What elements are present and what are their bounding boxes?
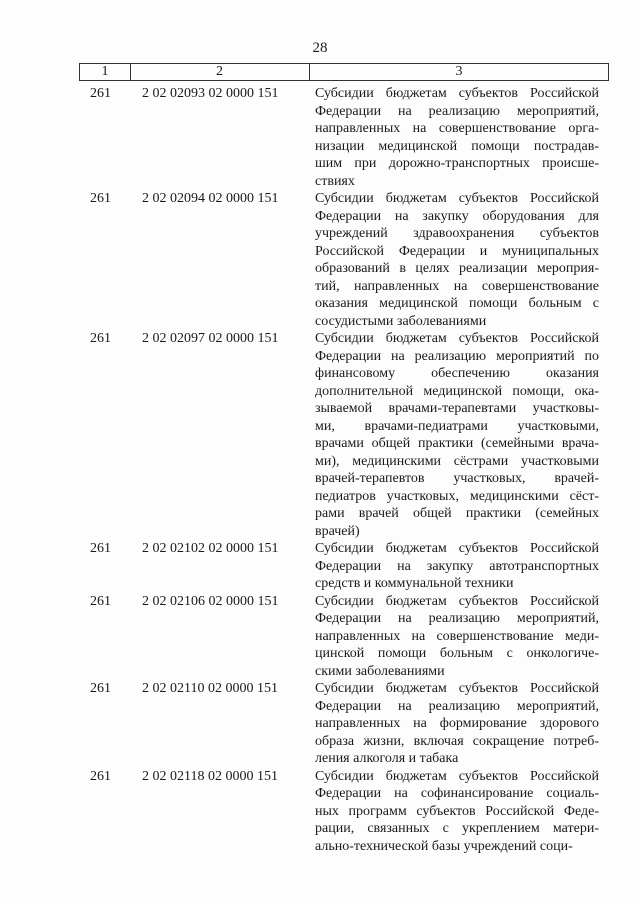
admin-code-cell: 261 (90, 768, 111, 784)
description-line: Субсидии бюджетам субъектов Российской (315, 86, 599, 101)
description-line: Федерации на реализацию мероприятий, (315, 103, 599, 119)
budget-code-cell: 2 02 02093 02 0000 151 (142, 86, 279, 101)
description-line: Субсидии бюджетам субъектов Российской (315, 593, 599, 609)
description-line: образа жизни, включая сокращение потреб- (315, 733, 599, 749)
page-number: 28 (312, 40, 328, 56)
description-line: образований в целях реализации мероприя- (315, 261, 599, 276)
description-line: зываемой врачами-терапевтами участковы- (315, 401, 599, 416)
description-line: ствиях (315, 173, 355, 189)
description-line: учреждений здравоохранения субъектов (315, 226, 599, 241)
description-line: средств и коммунальной техники (315, 576, 514, 591)
table-row (79, 593, 609, 681)
description-line: Федерации на закупку оборудования для (315, 208, 599, 224)
description-line: Федерации на реализацию мероприятий, (315, 611, 599, 626)
description-line: ми), медицинскими сёстрами участковыми (315, 453, 599, 469)
description-line: Субсидии бюджетам субъектов Российской (315, 191, 599, 206)
description-line: ально-технической базы учреждений соци- (315, 838, 573, 854)
description-line: направленных на формирование здорового (315, 716, 599, 731)
description-line: врачей) (315, 523, 360, 539)
budget-code-cell: 2 02 02118 02 0000 151 (142, 768, 278, 784)
description-line: педиатров участковых, медицинскими сёст- (315, 488, 599, 504)
description-line: дополнительной медицинской помощи, ока- (315, 383, 599, 399)
description-line: Субсидии бюджетам субъектов Российской (315, 331, 599, 346)
description-line: оказания медицинской помощи больным с (315, 296, 599, 311)
table-body (79, 85, 609, 855)
admin-code-cell: 261 (90, 593, 111, 609)
description-cell (315, 190, 599, 330)
description-line: рации, связанных с укреплением матери- (315, 821, 599, 836)
description-line: шим при дорожно-транспортных происше- (315, 156, 599, 171)
description-line: Субсидии бюджетам субъектов Российской (315, 681, 599, 696)
description-line: ления алкоголя и табака (315, 751, 459, 766)
description-cell (315, 680, 599, 768)
description-line: ми, врачами-педиатрами участковыми, (315, 418, 599, 434)
description-line: врачей-терапевтов участковых, врачей- (315, 471, 599, 486)
header-col-1: 1 (80, 64, 131, 80)
admin-code-cell: 261 (90, 541, 111, 556)
description-line: рами врачей общей практики (семейных (315, 506, 599, 521)
admin-code-cell: 261 (90, 331, 111, 346)
header-col-3: 3 (455, 64, 463, 79)
description-line: цинской помощи больным с онкологиче- (315, 646, 599, 661)
admin-code-cell: 261 (90, 191, 111, 206)
description-line: направленных на совершенствование меди- (315, 628, 599, 644)
description-line: врачами общей практики (семейными врача- (315, 436, 599, 451)
table-row (79, 330, 609, 540)
admin-code-cell: 261 (90, 86, 111, 101)
description-line: Федерации на реализацию мероприятий, (315, 698, 599, 714)
description-line: Российской Федерации и муниципальных (315, 243, 599, 259)
budget-code-cell: 2 02 02106 02 0000 151 (142, 593, 279, 609)
budget-code-cell: 2 02 02097 02 0000 151 (142, 331, 279, 346)
budget-code-cell: 2 02 02094 02 0000 151 (142, 191, 279, 206)
table-header (79, 63, 609, 81)
description-line: Субсидии бюджетам субъектов Российской (315, 541, 599, 556)
description-cell (315, 768, 599, 856)
description-line: тий, направленных на совершенствование (315, 278, 599, 294)
budget-code-cell: 2 02 02102 02 0000 151 (142, 541, 279, 556)
description-line: направленных на совершенствование орга- (315, 121, 599, 136)
budget-code-cell: 2 02 02110 02 0000 151 (142, 681, 278, 696)
description-cell (315, 593, 599, 681)
description-cell (315, 330, 599, 540)
table-row (79, 768, 609, 856)
header-col-2: 2 (130, 64, 310, 80)
description-line: скими заболеваниями (315, 663, 445, 679)
description-line: Федерации на закупку автотранспортных (315, 558, 599, 574)
table-row (79, 540, 609, 593)
admin-code-cell: 261 (90, 681, 111, 696)
description-line: финансовому обеспечению оказания (315, 366, 599, 381)
description-cell (315, 85, 599, 190)
table-row (79, 85, 609, 190)
description-line: ных программ субъектов Российской Феде- (315, 803, 599, 819)
table-row (79, 680, 609, 768)
table-row (79, 190, 609, 330)
description-line: Федерации на реализацию мероприятий по (315, 348, 599, 364)
description-cell (315, 540, 599, 593)
description-line: Субсидии бюджетам субъектов Российской (315, 768, 599, 784)
description-line: Федерации на софинансирование социаль- (315, 786, 599, 801)
description-line: низации медицинской помощи пострадав- (315, 138, 599, 154)
description-line: сосудистыми заболеваниями (315, 313, 487, 329)
